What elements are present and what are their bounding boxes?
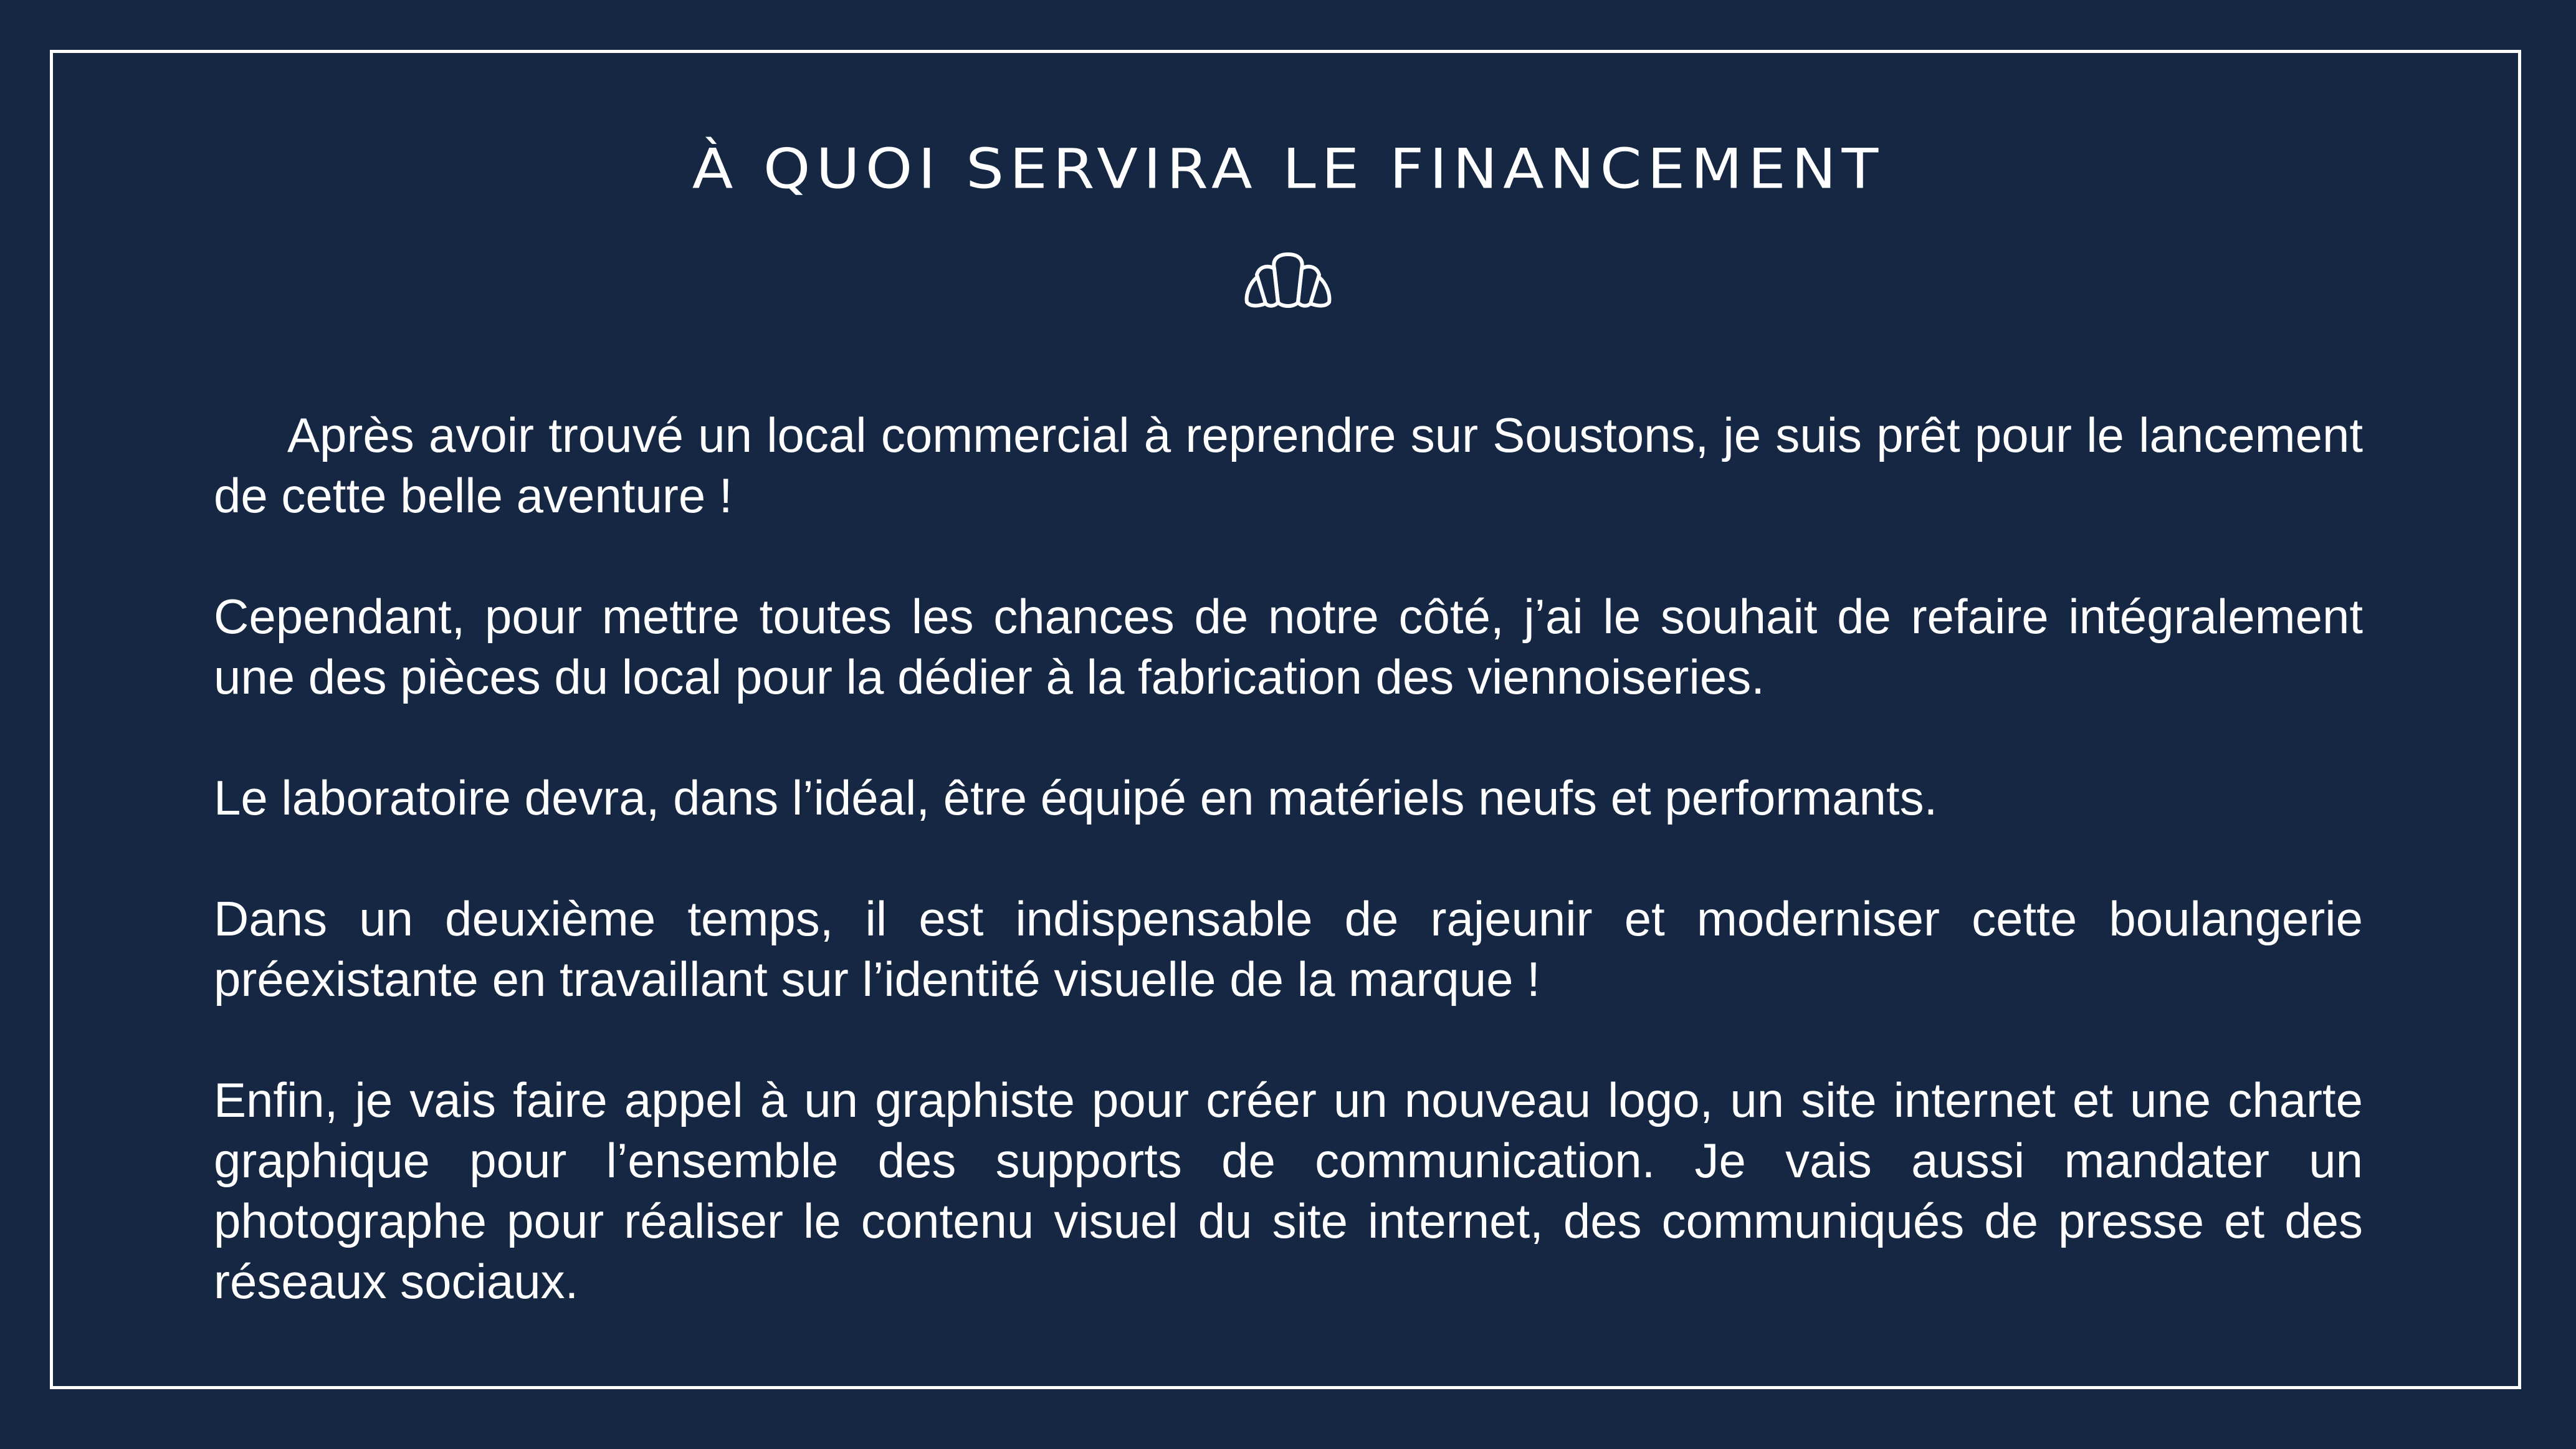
paragraph-communication: Enfin, je vais faire appel à un graphiste pour créer un nouveau logo, un site internet et une charte graphique pour l’ensemble des supports de communication. Je vais aussi mandater un photographe pour réaliser le contenu visuel du site internet, des communiqués de presse et des réseaux sociaux. bbox=[214, 1073, 2363, 1309]
paragraph-branding: Dans un deuxième temps, il est indispensable de rajeunir et moderniser cette boulangerie préexistante en travaillant sur l’identité visuelle de la marque ! bbox=[214, 891, 2363, 1007]
croissant-icon bbox=[1244, 252, 1332, 310]
paragraph-intro: Après avoir trouvé un local commercial à reprendre sur Soustons, je suis prêt pour le lancement de cette belle aventure ! bbox=[214, 408, 2363, 523]
body-text bbox=[214, 405, 2363, 1372]
paragraph-equipment: Le laboratoire devra, dans l’idéal, être équipé en matériels neufs et performants. bbox=[214, 770, 1938, 825]
page-title: À QUOI SERVIRA LE FINANCEMENT bbox=[692, 136, 1884, 201]
paragraph-renovation: Cependant, pour mettre toutes les chances de notre côté, j’ai le souhait de refaire intégralement une des pièces du local pour la dédier à la fabrication des viennoiseries. bbox=[214, 589, 2363, 704]
